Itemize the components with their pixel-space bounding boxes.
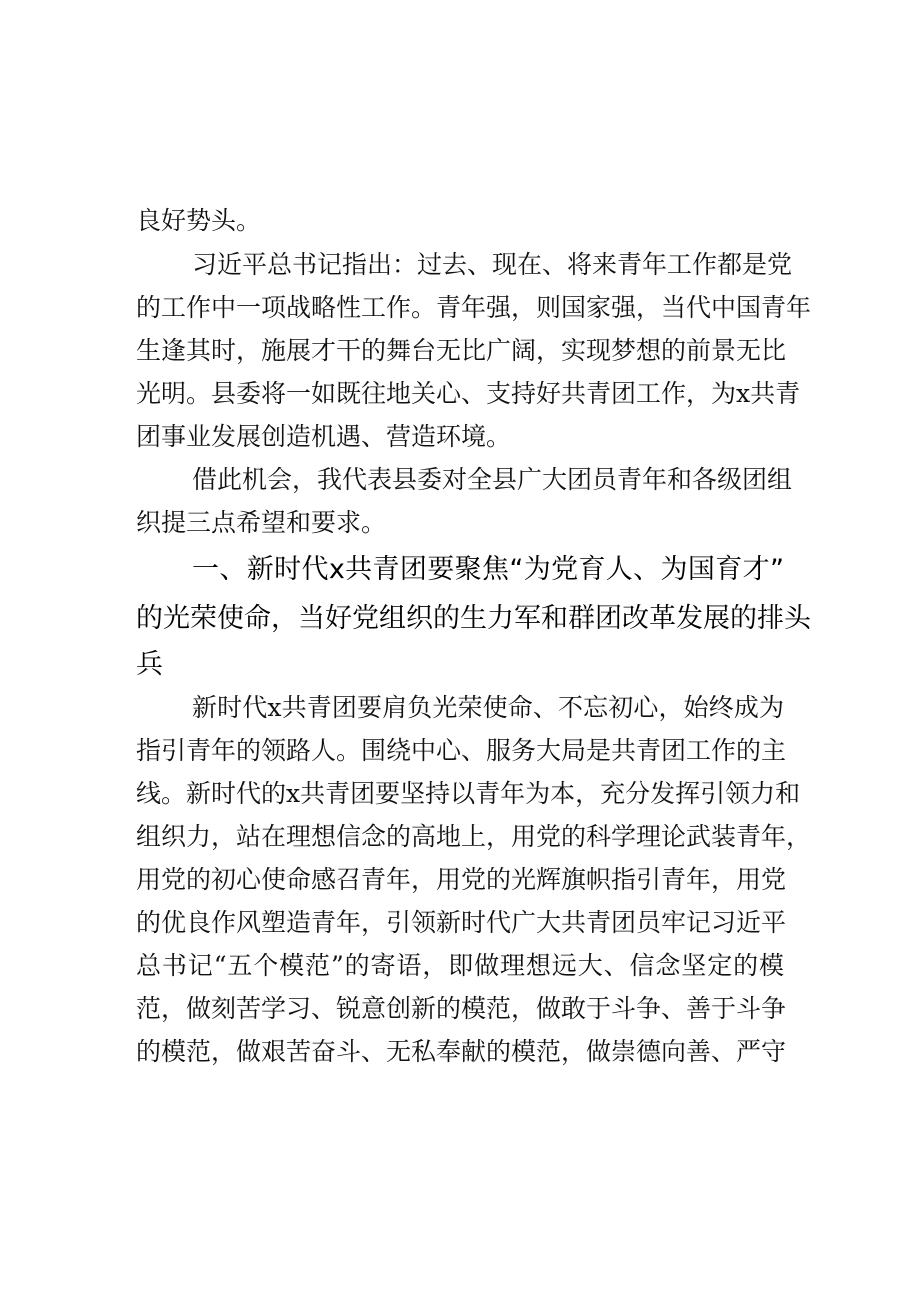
paragraph-line: 范，做刻苦学习、锐意创新的模范，做敢于斗争、善于斗争 <box>136 994 787 1023</box>
paragraph-line: 织提三点希望和要求。 <box>136 508 387 537</box>
paragraph-line: 的工作中一项战略性工作。青年强，则国家强，当代中国青年 <box>136 293 812 322</box>
paragraph-line: 指引青年的领路人。围绕中心、服务大局是共青团工作的主 <box>136 736 787 765</box>
paragraph-line: 用党的初心使命感召青年，用党的光辉旗帜指引青年，用党 <box>136 865 787 894</box>
paragraph-line: 组织力，站在理想信念的高地上，用党的科学理论武装青年， <box>136 822 812 851</box>
paragraph-line: 的模范，做艰苦奋斗、无私奉献的模范，做崇德向善、严守 <box>136 1037 787 1066</box>
paragraph-line: 借此机会，我代表县委对全县广大团员青年和各级团组 <box>192 465 793 494</box>
paragraph-line: 良好势头。 <box>136 206 262 235</box>
paragraph-line: 团事业发展创造机遇、营造环境。 <box>136 422 512 451</box>
paragraph-line: 线。新时代的x共青团要坚持以青年为本，充分发挥引领力和 <box>136 779 801 808</box>
paragraph-line: 总书记“五个模范”的寄语，即做理想远大、信念坚定的模 <box>136 951 784 980</box>
paragraph-line: 生逢其时，施展才干的舞台无比广阔，实现梦想的前景无比 <box>136 336 787 365</box>
paragraph-line: 光明。县委将一如既往地关心、支持好共青团工作，为x共青 <box>136 379 801 408</box>
paragraph-line: 习近平总书记指出：过去、现在、将来青年工作都是党 <box>192 250 793 279</box>
paragraph-line: 新时代x共青团要肩负光荣使命、不忘初心，始终成为 <box>192 693 784 722</box>
paragraph-line: 的优良作风塑造青年，引领新时代广大共青团员牢记习近平 <box>136 908 787 937</box>
section-heading-line: 兵 <box>136 649 163 680</box>
section-heading-line: 的光荣使命，当好党组织的生力军和群团改革发展的排头 <box>136 603 811 634</box>
section-heading-line: 一、新时代x共青团要聚焦“为党育人、为国育才” <box>192 554 784 585</box>
